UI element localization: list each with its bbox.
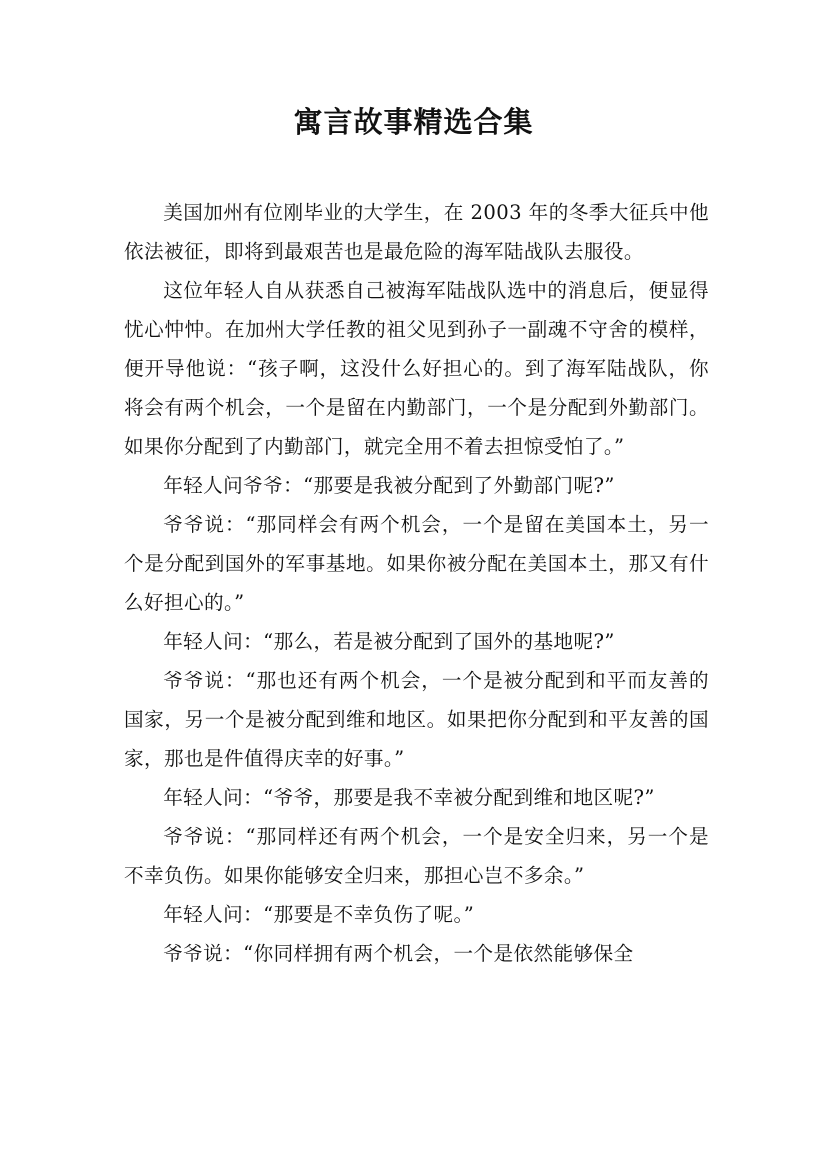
paragraph-2: 这位年轻人自从获悉自己被海军陆战队选中的消息后，便显得忧心忡忡。在加州大学任教的祖父见到孙子一副魂不守舍的模样，便开导他说：“孩子啊，这没什么好担心的。到了海军陆战队，你将会有两个机会，一个是留在内勤部门，一个是分配到外勤部门。如果你分配到了内勤部门，就完全用不着去担惊受怕了。” xyxy=(124,279,709,458)
paragraph-5: 年轻人问：“那么，若是被分配到了国外的基地呢?” xyxy=(163,630,615,653)
paragraph-10: 爷爷说：“你同样拥有两个机会，一个是依然能够保全 xyxy=(163,942,634,965)
paragraph-1: 美国加州有位刚毕业的大学生，在 2003 年的冬季大征兵中他依法被征，即将到最艰苦也是最危险的海军陆战队去服役。 xyxy=(124,201,709,263)
paragraph-8: 爷爷说：“那同样还有两个机会，一个是安全归来，另一个是不幸负伤。如果你能够安全归来，那担心岂不多余。” xyxy=(124,825,709,887)
paragraph-9: 年轻人问：“那要是不幸负伤了呢。” xyxy=(163,903,475,926)
paragraph-6: 爷爷说：“那也还有两个机会，一个是被分配到和平而友善的国家，另一个是被分配到维和地区。如果把你分配到和平友善的国家，那也是件值得庆幸的好事。” xyxy=(124,669,709,770)
document-title: 寓言故事精选合集 xyxy=(293,105,534,139)
document-body xyxy=(124,193,709,973)
paragraph-7: 年轻人问：“爷爷，那要是我不幸被分配到维和地区呢?” xyxy=(163,786,655,809)
paragraph-4: 爷爷说：“那同样会有两个机会，一个是留在美国本土，另一个是分配到国外的军事基地。如果你被分配在美国本土，那又有什么好担心的。” xyxy=(124,513,709,614)
paragraph-3: 年轻人问爷爷：“那要是我被分配到了外勤部门呢?” xyxy=(163,474,615,497)
